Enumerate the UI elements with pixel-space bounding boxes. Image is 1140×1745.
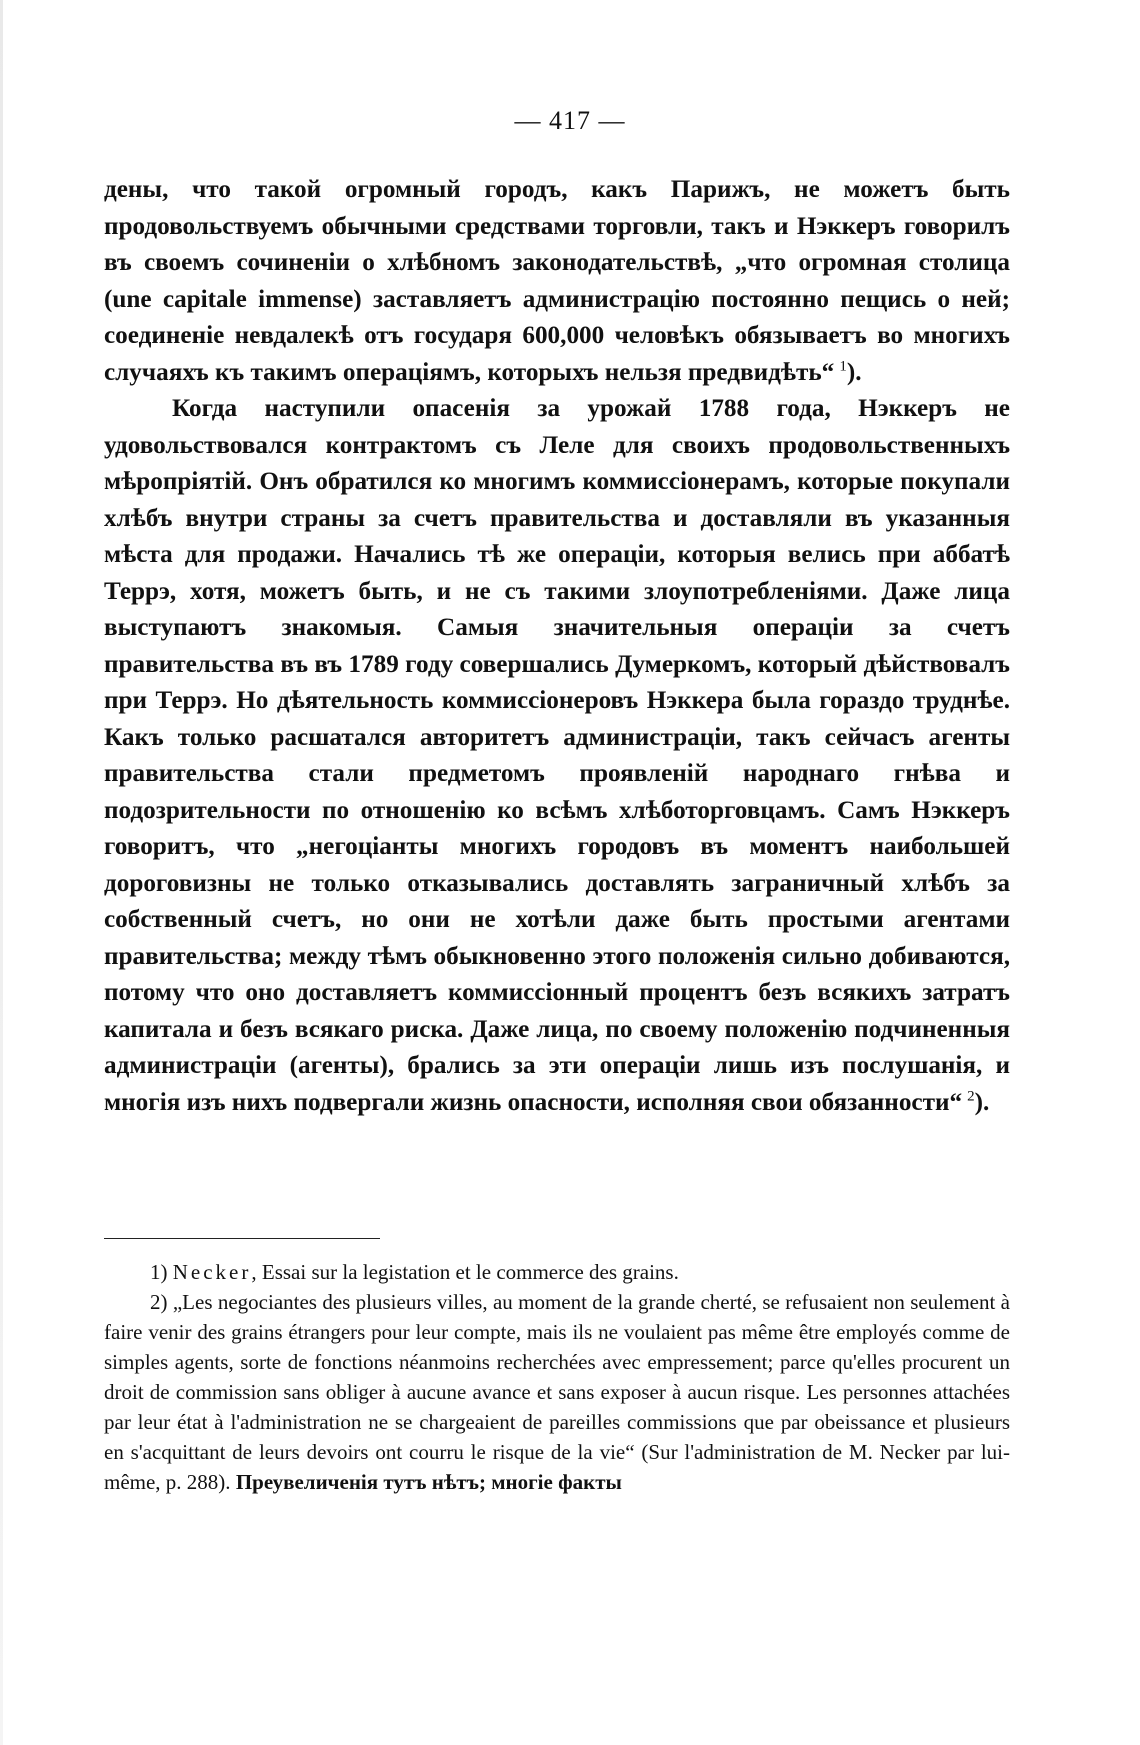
footnote-2-marker: 2) bbox=[150, 1290, 168, 1314]
footnote-1-text: , Essai sur la legistation et le commerce des grains. bbox=[251, 1260, 679, 1284]
scan-edge bbox=[0, 0, 3, 1745]
footnote-1 bbox=[104, 1257, 1010, 1287]
page-number: — 417 — bbox=[514, 106, 626, 135]
footnote-2-text: „Les negociantes des plusieurs villes, au moment de la grande cherté, se refusaient non seulement à faire venir des grains étrangers pour leur compte, mais ils ne voulaient pas même être employés comme de simples agents, sorte de fonctions néanmoins recherchées avec empressement; parce qu'elles procurent un droit de commission sans obliger à aucune avance et sans exposer à aucun risque. Les personnes attachées par leur état à l'administration ne se chargeaient de pareilles commissions que par obeissance et plusieurs en s'acquittant de leurs devoirs ont courru le risque de la vie“ (Sur l'administration de M. Necker par lui-même, p. 288). bbox=[104, 1290, 1011, 1494]
paragraph-1-text: дены, что такой огромный городъ, какъ Парижъ, не можетъ быть продовольствуемъ обычными средствами торговли, такъ и Нэккеръ говорилъ въ своемъ сочиненіи о хлѣбномъ законодательствѣ, „что огромная столица (une capitale immense) заставляетъ администрацію постоянно пещись о ней; соединеніе невдалекѣ отъ государя 600,000 человѣкъ обязываетъ во многихъ случаяхъ къ такимъ операціямъ, которыхъ нельзя предвидѣть“ bbox=[104, 176, 1010, 386]
main-text bbox=[104, 172, 1010, 1121]
paragraph-2-text: Когда наступили опасенія за урожай 1788 года, Нэккеръ не удовольствовался контрактомъ съ Леле для своихъ продовольственныхъ мѣропріятій. Онъ обратился ко многимъ коммиссіонерамъ, которые покупали хлѣбъ внутри страны за счетъ правительства и доставляли въ указанныя мѣста для продажи. Начались тѣ же операціи, которыя велись при аббатѣ Террэ, хотя, можетъ быть, и не съ такими злоупотребленіями. Даже лица выступаютъ знакомыя. Самыя значительныя операціи за счетъ правительства въ въ 1789 году совершались Думеркомъ, который дѣйствовалъ при Террэ. Но дѣятельность коммиссіонеровъ Нэккера была гораздо труднѣе. Какъ только расшатался авторитетъ администраціи, такъ сейчасъ агенты правительства стали предметомъ проявленій народнаго гнѣва и подозрительности по отношенію ко всѣмъ хлѣботорговцамъ. Самъ Нэккеръ говоритъ, что „негоціанты многихъ городовъ въ моментъ наибольшей дороговизны не только отказывались доставлять заграничный хлѣбъ за собственный счетъ, но они не хотѣли даже быть простыми агентами правительства; между тѣмъ обыкновенно этого положенія сильно добиваются, потому что оно доставляетъ коммиссіонный процентъ безъ всякихъ затратъ капитала и безъ всякаго риска. Даже лица, по своему положенію подчиненныя администраціи (агенты), брались за эти операціи лишь изъ послушанія, и многія изъ нихъ подвергали жизнь опасности, исполняя свои обязанности“ bbox=[104, 395, 1010, 1116]
footnotes bbox=[104, 1257, 1010, 1497]
footnote-1-author: Necker bbox=[172, 1260, 252, 1284]
footnote-1-marker: 1) bbox=[150, 1260, 168, 1284]
footnote-divider bbox=[104, 1238, 380, 1239]
paragraph-2 bbox=[104, 391, 1010, 1121]
footnote-2 bbox=[104, 1287, 1010, 1497]
paragraph-1-end: ). bbox=[846, 358, 862, 386]
footnote-ref-2[interactable]: 2 bbox=[967, 1088, 975, 1105]
footnote-ref-1[interactable]: 1 bbox=[839, 358, 847, 375]
paragraph-1 bbox=[104, 172, 1010, 391]
footnote-2-tail: Преувеличенія тутъ нѣтъ; многіе факты bbox=[235, 1470, 622, 1494]
paragraph-2-end: ). bbox=[974, 1088, 990, 1116]
